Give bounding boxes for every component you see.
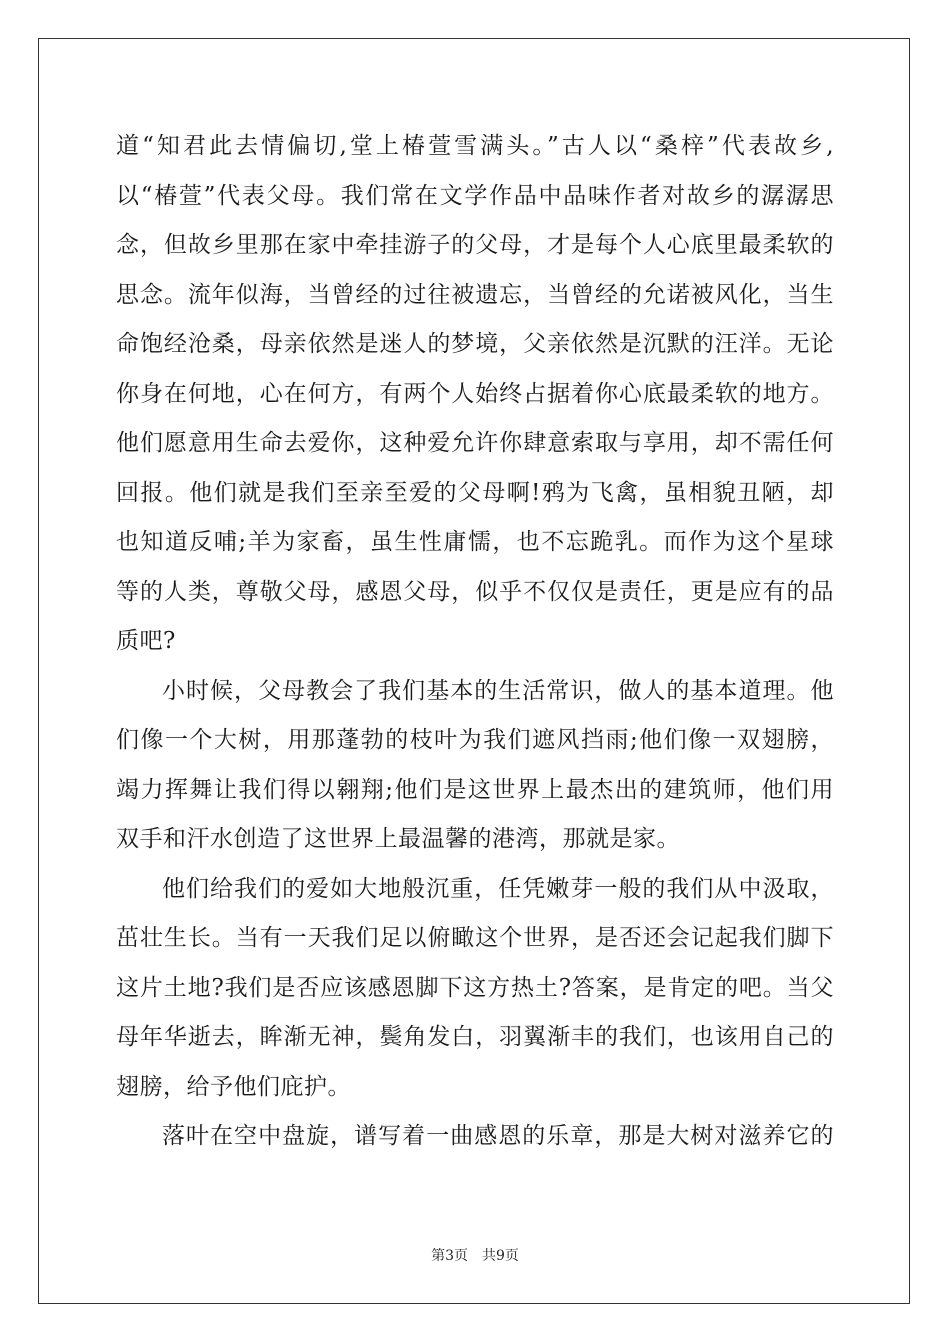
text-line: 你身在何地，心在何方，有两个人始终占据着你心底最柔软的地方。 (116, 380, 834, 407)
text-line: 他们愿意用生命去爱你，这种爱允许你肆意索取与享用，却不需任何 (116, 430, 834, 456)
text-line: 等的人类，尊敬父母，感恩父母，似乎不仅仅是责任，更是应有的品 (116, 578, 834, 605)
page-number: 第3页 (431, 1248, 468, 1264)
text-line: 这片土地?我们是否应该感恩脚下这方热土?答案，是肯定的吧。当父 (116, 974, 834, 1001)
text-line: 回报。他们就是我们至亲至爱的父母啊!鸦为飞禽，虽相貌丑陋，却 (116, 479, 834, 506)
text-line: 以“椿萱”代表父母。我们常在文学作品中品味作者对故乡的潺潺思 (116, 182, 834, 209)
text-line: 落叶在空中盘旋，谱写着一曲感恩的乐章，那是大树对滋养它的 (162, 1123, 834, 1149)
text-line: 翅膀，给予他们庇护。 (116, 1073, 351, 1100)
text-line: 命饱经沧桑，母亲依然是迷人的梦境，父亲依然是沉默的汪洋。无论 (116, 331, 834, 357)
text-line: 思念。流年似海，当曾经的过往被遗忘，当曾经的允诺被风化，当生 (116, 281, 834, 308)
page-total: 共9页 (482, 1248, 519, 1264)
document-body (116, 122, 834, 1162)
text-line: 他们给我们的爱如大地般沉重，任凭嫩芽一般的我们从中汲取， (162, 875, 834, 902)
text-line: 茁壮生长。当有一天我们足以俯瞰这个世界，是否还会记起我们脚下 (116, 925, 834, 951)
text-line: 竭力挥舞让我们得以翱翔;他们是这世界上最杰出的建筑师，他们用 (116, 776, 834, 803)
text-line: 质吧? (116, 628, 176, 654)
text-line: 小时候，父母教会了我们基本的生活常识，做人的基本道理。他 (162, 677, 834, 704)
page-footer (0, 1245, 950, 1265)
text-line: 双手和汗水创造了这世界上最温馨的港湾，那就是家。 (116, 826, 680, 852)
text-line: 们像一个大树，用那蓬勃的枝叶为我们遮风挡雨;他们像一双翅膀， (116, 727, 834, 753)
text-line: 母年华逝去，眸渐无神，鬓角发白，羽翼渐丰的我们，也该用自己的 (116, 1024, 834, 1050)
text-line: 道“知君此去情偏切,堂上椿萱雪满头。”古人以“桑梓”代表故乡, (116, 133, 834, 159)
text-line: 也知道反哺;羊为家畜，虽生性庸懦，也不忘跪乳。而作为这个星球 (116, 529, 834, 555)
text-line: 念，但故乡里那在家中牵挂游子的父母，才是每个人心底里最柔软的 (116, 232, 834, 258)
